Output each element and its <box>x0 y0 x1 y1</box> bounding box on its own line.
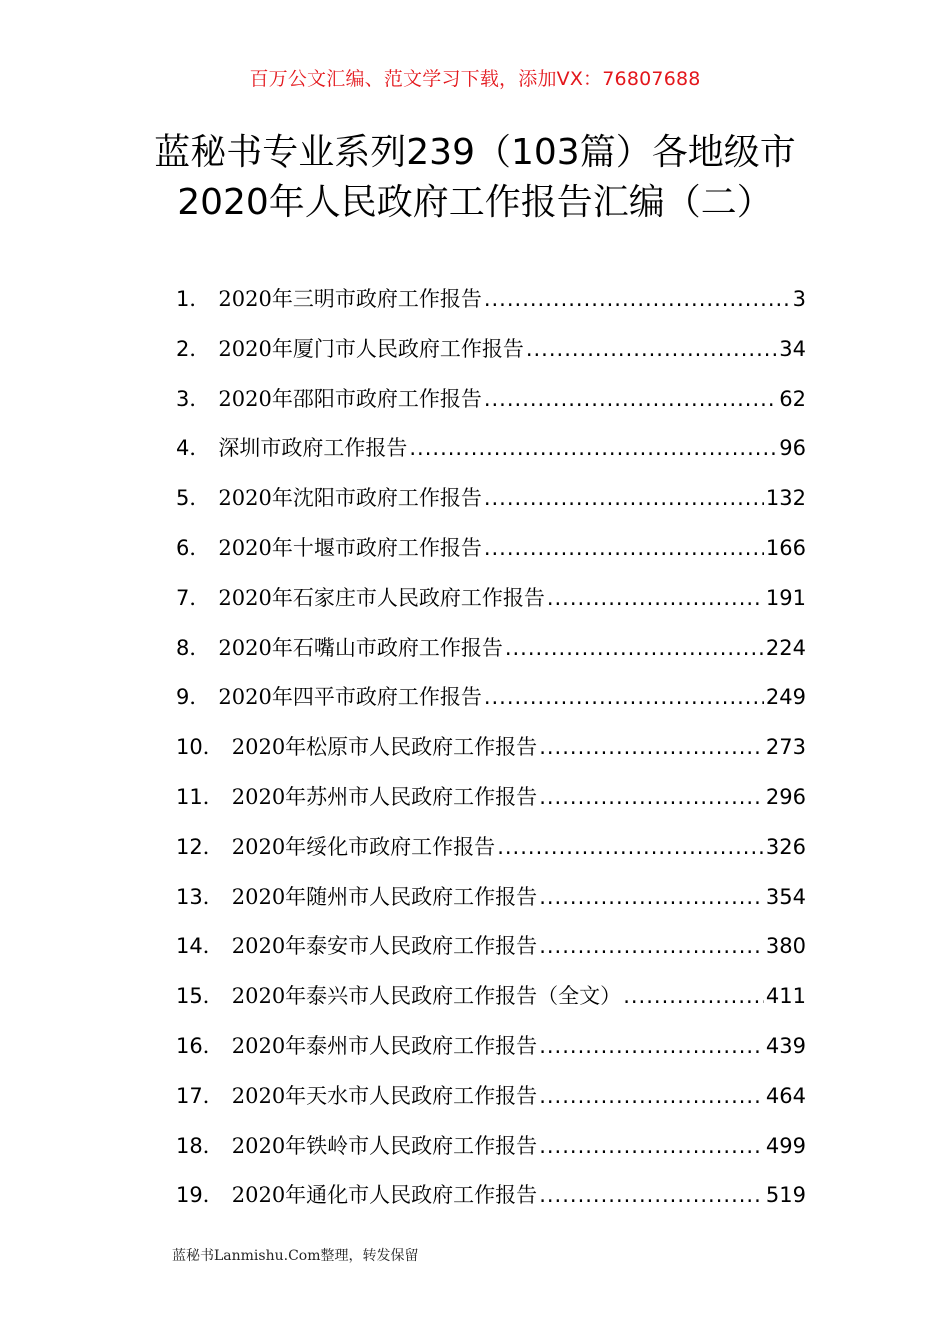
title-line-2: 2020年人民政府工作报告汇编（二） <box>177 182 773 223</box>
toc-entry[interactable] <box>176 283 806 333</box>
toc-dot-leader <box>539 934 764 958</box>
toc-dot-leader <box>547 586 764 610</box>
toc-entry-number: 11． <box>176 784 224 809</box>
table-of-contents <box>176 283 806 1229</box>
toc-entry-number: 14． <box>176 934 224 959</box>
toc-entry-title: 2020年十堰市政府工作报告 <box>218 535 482 560</box>
toc-entry-title: 2020年天水市人民政府工作报告 <box>231 1083 538 1108</box>
toc-entry-page: 34 <box>779 336 806 361</box>
toc-entry-number: 18． <box>176 1133 224 1158</box>
toc-dot-leader <box>409 436 777 460</box>
toc-entry-page: 273 <box>765 735 806 760</box>
toc-entry[interactable] <box>176 881 806 931</box>
toc-entry-title: 2020年通化市人民政府工作报告 <box>231 1183 538 1208</box>
toc-dot-leader <box>539 1084 764 1108</box>
toc-entry-page: 354 <box>765 884 806 909</box>
toc-entry-page: 96 <box>779 436 806 461</box>
toc-entry-number: 7． <box>176 585 211 610</box>
toc-entry[interactable] <box>176 681 806 731</box>
document-title <box>0 128 950 228</box>
toc-entry-title: 深圳市政府工作报告 <box>218 436 408 461</box>
toc-entry-page: 224 <box>765 635 806 660</box>
toc-dot-leader <box>623 984 764 1008</box>
toc-entry-page: 411 <box>765 984 806 1009</box>
toc-entry[interactable] <box>176 532 806 582</box>
toc-entry-title: 2020年沈阳市政府工作报告 <box>218 486 482 511</box>
toc-entry-page: 3 <box>792 287 806 311</box>
toc-entry-page: 439 <box>765 1033 806 1058</box>
toc-entry-title: 2020年泰安市人民政府工作报告 <box>231 934 538 959</box>
toc-entry-page: 191 <box>765 585 806 610</box>
toc-entry-title: 2020年泰兴市人民政府工作报告（全文） <box>231 984 622 1009</box>
toc-dot-leader <box>484 685 764 709</box>
toc-entry[interactable] <box>176 383 806 433</box>
toc-entry[interactable] <box>176 930 806 980</box>
toc-entry-page: 62 <box>779 386 806 411</box>
toc-dot-leader <box>484 536 764 560</box>
toc-entry-number: 3． <box>176 386 211 411</box>
toc-entry[interactable] <box>176 1179 806 1229</box>
toc-entry-number: 12． <box>176 834 224 859</box>
toc-entry-title: 2020年随州市人民政府工作报告 <box>231 884 538 909</box>
toc-entry[interactable] <box>176 980 806 1030</box>
toc-entry-page: 380 <box>765 934 806 959</box>
toc-entry-page: 132 <box>765 486 806 511</box>
toc-entry[interactable] <box>176 781 806 831</box>
toc-entry-title: 2020年石家庄市人民政府工作报告 <box>218 585 545 610</box>
toc-entry-page: 326 <box>765 834 806 859</box>
toc-entry-number: 2． <box>176 336 211 361</box>
toc-entry-page: 519 <box>765 1183 806 1208</box>
toc-entry-number: 4． <box>176 436 211 461</box>
toc-entry-number: 1． <box>176 287 211 311</box>
toc-entry-number: 16． <box>176 1033 224 1058</box>
toc-entry[interactable] <box>176 731 806 781</box>
toc-entry-number: 17． <box>176 1083 224 1108</box>
toc-entry-number: 5． <box>176 486 211 511</box>
toc-entry-title: 2020年绥化市政府工作报告 <box>231 834 496 859</box>
toc-entry-number: 9． <box>176 685 211 710</box>
toc-dot-leader <box>484 486 764 510</box>
toc-entry-title: 2020年邵阳市政府工作报告 <box>218 386 482 411</box>
toc-entry-title: 2020年厦门市人民政府工作报告 <box>218 336 524 361</box>
toc-entry-number: 6． <box>176 535 211 560</box>
footer-note: 蓝秘书Lanmishu.Com整理，转发保留 <box>172 1248 419 1264</box>
toc-entry-number: 19． <box>176 1183 224 1208</box>
toc-entry[interactable] <box>176 1130 806 1180</box>
toc-entry-title: 2020年四平市政府工作报告 <box>218 685 482 710</box>
toc-entry-title: 2020年苏州市人民政府工作报告 <box>231 784 538 809</box>
toc-entry-page: 464 <box>765 1083 806 1108</box>
toc-entry[interactable] <box>176 482 806 532</box>
toc-dot-leader <box>539 885 764 909</box>
title-line-1: 蓝秘书专业系列239（103篇）各地级市 <box>154 132 796 173</box>
toc-dot-leader <box>539 1034 764 1058</box>
toc-dot-leader <box>539 1183 764 1207</box>
toc-entry-page: 499 <box>765 1133 806 1158</box>
toc-entry-number: 15． <box>176 984 224 1009</box>
toc-dot-leader <box>526 337 777 361</box>
toc-dot-leader <box>539 735 764 759</box>
toc-entry-title: 2020年石嘴山市政府工作报告 <box>218 635 503 660</box>
toc-entry[interactable] <box>176 1030 806 1080</box>
toc-entry-number: 13． <box>176 884 224 909</box>
toc-entry-number: 8． <box>176 635 211 660</box>
toc-entry[interactable] <box>176 333 806 383</box>
toc-entry-title: 2020年松原市人民政府工作报告 <box>231 735 538 760</box>
toc-entry[interactable] <box>176 432 806 482</box>
toc-entry-title: 2020年三明市政府工作报告 <box>218 287 482 311</box>
toc-entry-page: 249 <box>765 685 806 710</box>
toc-dot-leader <box>497 835 764 859</box>
toc-entry[interactable] <box>176 632 806 682</box>
toc-dot-leader <box>484 387 777 411</box>
toc-entry-page: 166 <box>765 535 806 560</box>
toc-entry-number: 10． <box>176 735 224 760</box>
toc-dot-leader <box>539 785 764 809</box>
toc-entry-title: 2020年泰州市人民政府工作报告 <box>231 1033 538 1058</box>
toc-entry-page: 296 <box>765 784 806 809</box>
toc-entry[interactable] <box>176 582 806 632</box>
toc-entry-title: 2020年铁岭市人民政府工作报告 <box>231 1133 538 1158</box>
toc-entry[interactable] <box>176 1080 806 1130</box>
toc-entry[interactable] <box>176 831 806 881</box>
toc-dot-leader <box>484 287 791 311</box>
header-note: 百万公文汇编、范文学习下载，添加VX：76807688 <box>249 68 701 90</box>
toc-dot-leader <box>505 636 764 660</box>
toc-dot-leader <box>539 1134 764 1158</box>
